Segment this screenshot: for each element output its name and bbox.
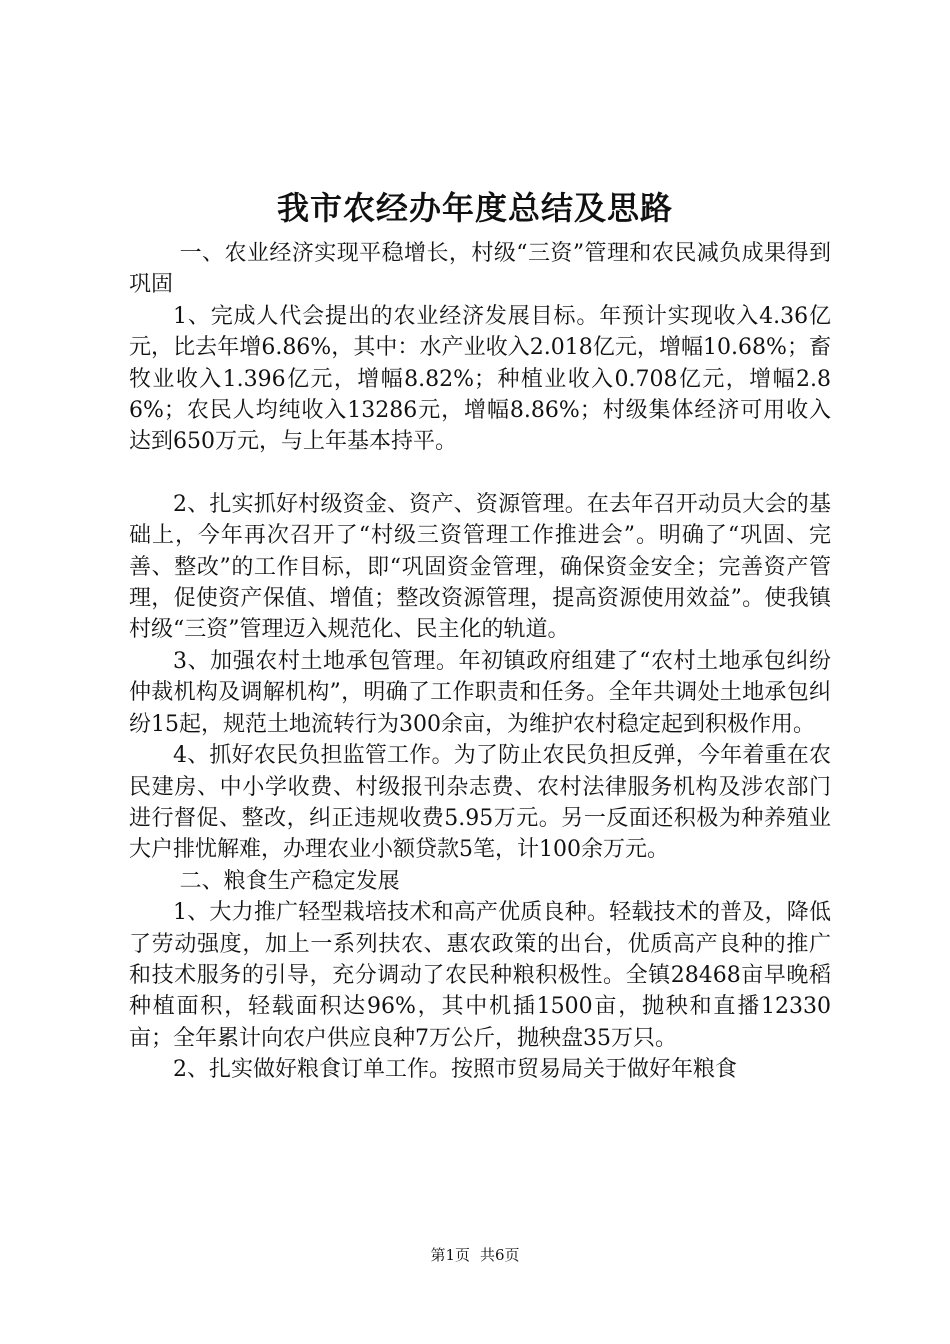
page-total: 共6页 bbox=[480, 1246, 520, 1264]
page-footer bbox=[0, 1245, 950, 1265]
paragraph-light-cultivation: 1、大力推广轻型栽培技术和高产优质良种。轻载技术的普及，降低了劳动强度，加上一系列扶农、惠农政策的出台，优质高产良种的推广和技术服务的引导，充分调动了农民种粮积极性。全镇28468亩早晚稻种植面积，轻载面积达96%，其中机插1500亩，抛秧和直播12330亩；全年累计向农户供应良种7万公斤，抛秧盘35万只。 bbox=[129, 900, 831, 1051]
paragraph-three-assets-management: 2、扎实抓好村级资金、资产、资源管理。在去年召开动员大会的基础上，今年再次召开了“村级三资管理工作推进会”。明确了“巩固、完善、整改”的工作目标，即“巩固资金管理，确保资金安全；完善资产管理，促使资产保值、增值；整改资源管理，提高资源使用效益”。使我镇村级“三资”管理迈入规范化、民主化的轨道。 bbox=[129, 491, 831, 643]
paragraph-grain-orders: 2、扎实做好粮食订单工作。按照市贸易局关于做好年粮食 bbox=[173, 1057, 737, 1083]
document-body bbox=[129, 238, 831, 1086]
paragraph-farmer-burden-supervision: 4、抓好农民负担监管工作。为了防止农民负担反弹，今年着重在农民建房、中小学收费、村级报刊杂志费、农村法律服务机构及涉农部门进行督促、整改，纠正违规收费5.95万元。另一反面还积极为种养殖业大户排忧解难，办理农业小额贷款5笔，计100余万元。 bbox=[129, 743, 831, 863]
page-number: 第1页 bbox=[430, 1246, 470, 1264]
section-heading-2: 二、粮食生产稳定发展 bbox=[179, 868, 400, 894]
document-title: 我市农经办年度总结及思路 bbox=[276, 189, 673, 227]
paragraph-agri-economy-targets: 1、完成人代会提出的农业经济发展目标。年预计实现收入4.36亿元，比去年增6.86%，其中：水产业收入2.018亿元，增幅10.68%；畜牧业收入1.396亿元，增幅8.82%；种植业收入0.708亿元，增幅2.86%；农民人均纯收入13286元，增幅8.86%；村级集体经济可用收入达到650万元，与上年基本持平。 bbox=[129, 303, 831, 455]
paragraph-land-contract-management: 3、加强农村土地承包管理。年初镇政府组建了“农村土地承包纠纷仲裁机构及调解机构”，明确了工作职责和任务。全年共调处土地承包纠纷15起，规范土地流转行为300余亩，为维护农村稳定起到积极作用。 bbox=[129, 648, 831, 737]
section-heading-1: 一、农业经济实现平稳增长，村级“三资”管理和农民减负成果得到巩固 bbox=[129, 241, 831, 298]
